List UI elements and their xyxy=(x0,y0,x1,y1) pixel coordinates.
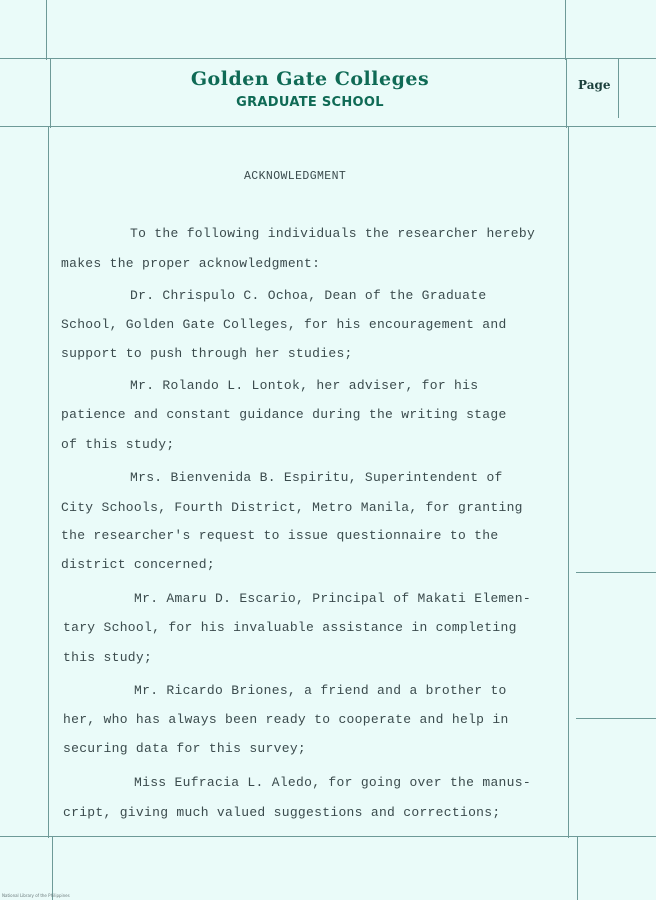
body-line: this study; xyxy=(63,650,153,665)
body-line: Mr. Ricardo Briones, a friend and a brother to xyxy=(134,683,507,698)
body-line: Mrs. Bienvenida B. Espiritu, Superintendent of xyxy=(130,470,503,485)
body-line: Dr. Chrispulo C. Ochoa, Dean of the Graduate xyxy=(130,288,487,303)
rule-left-top xyxy=(46,0,47,60)
body-line: To the following individuals the researcher hereby xyxy=(130,226,536,241)
body-line: tary School, for his invaluable assistance in completing xyxy=(63,620,517,635)
rule-header-page-left xyxy=(566,58,567,128)
rule-body-left xyxy=(48,126,49,838)
body-line: Mr. Amaru D. Escario, Principal of Makati Elemen- xyxy=(134,591,531,606)
body-line: School, Golden Gate Colleges, for his encouragement and xyxy=(61,317,507,332)
rule-header-top xyxy=(0,58,656,59)
body-line: City Schools, Fourth District, Metro Manila, for granting xyxy=(61,500,523,515)
body-line: cript, giving much valued suggestions and corrections; xyxy=(63,805,501,820)
body-line: Miss Eufracia L. Aledo, for going over the manus- xyxy=(134,775,531,790)
body-line: Mr. Rolando L. Lontok, her adviser, for his xyxy=(130,378,479,393)
rule-footer-left xyxy=(52,836,53,900)
rule-footer-top xyxy=(0,836,656,837)
school-name: GRADUATE SCHOOL xyxy=(236,95,384,110)
rule-header-page-right xyxy=(618,58,619,118)
institution-name: Golden Gate Colleges xyxy=(190,68,430,90)
rule-footer-right xyxy=(577,836,578,900)
rule-header-left xyxy=(50,58,51,128)
body-line: district concerned; xyxy=(61,557,215,572)
rule-right-top xyxy=(565,0,566,60)
body-line: support to push through her studies; xyxy=(61,346,353,361)
document-title: ACKNOWLEDGMENT xyxy=(244,170,347,183)
body-line: her, who has always been ready to cooperate and help in xyxy=(63,712,509,727)
body-line: of this study; xyxy=(61,437,175,452)
page-label: Page xyxy=(578,78,611,92)
rule-margin-mark-1 xyxy=(576,572,656,573)
rule-header-bottom xyxy=(0,126,656,127)
rule-body-right xyxy=(568,126,569,838)
body-line: the researcher's request to issue questionnaire to the xyxy=(61,528,499,543)
body-line: makes the proper acknowledgment: xyxy=(61,256,321,271)
body-line: securing data for this survey; xyxy=(63,741,307,756)
rule-margin-mark-2 xyxy=(576,718,656,719)
footer-attribution: National Library of the Philippines xyxy=(2,893,70,898)
body-line: patience and constant guidance during the writing stage xyxy=(61,407,507,422)
